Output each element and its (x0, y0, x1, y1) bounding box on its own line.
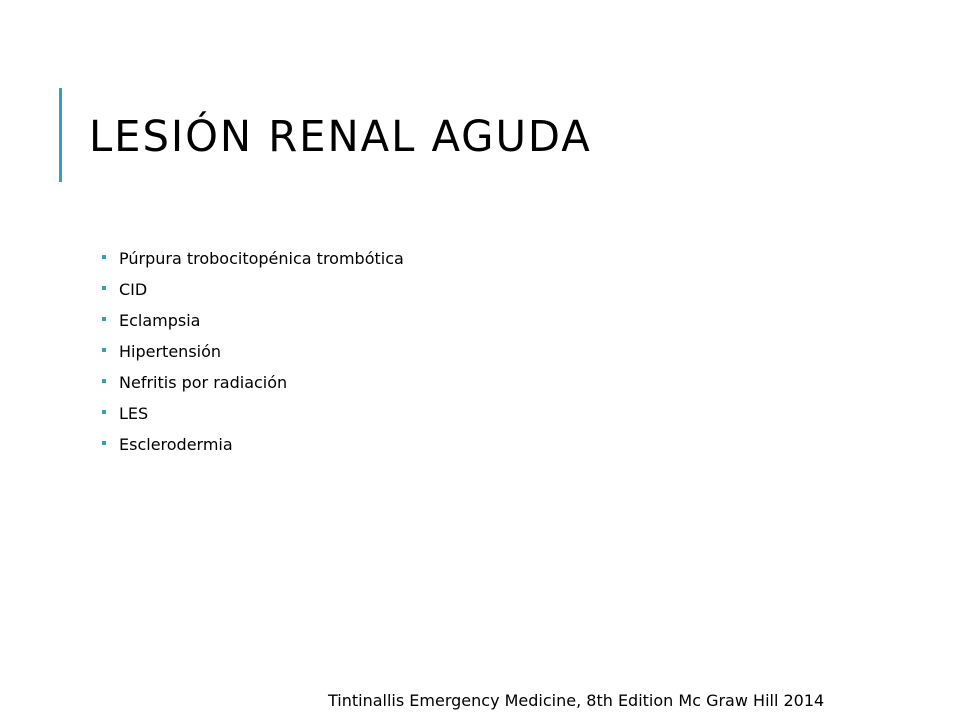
bullet-item (102, 429, 404, 460)
square-bullet-icon (102, 317, 106, 321)
bullet-item (102, 243, 404, 274)
bullet-text: CID (119, 280, 148, 299)
square-bullet-icon (102, 255, 106, 259)
bullet-text: Púrpura trobocitopénica trombótica (119, 249, 404, 268)
bullet-text: Eclampsia (119, 311, 201, 330)
slide-title: LESIÓN RENAL AGUDA (89, 112, 592, 162)
title-accent-bar (59, 88, 62, 182)
square-bullet-icon (102, 348, 106, 352)
bullet-text: Nefritis por radiación (119, 373, 288, 392)
bullet-text: Esclerodermia (119, 435, 233, 454)
bullet-item (102, 367, 404, 398)
bullet-item (102, 398, 404, 429)
bullet-list (102, 243, 404, 460)
square-bullet-icon (102, 286, 106, 290)
bullet-text: LES (119, 404, 149, 423)
bullet-text: Hipertensión (119, 342, 222, 361)
square-bullet-icon (102, 410, 106, 414)
square-bullet-icon (102, 379, 106, 383)
bullet-item (102, 336, 404, 367)
square-bullet-icon (102, 441, 106, 445)
citation: Tintinallis Emergency Medicine, 8th Edition Mc Graw Hill 2014 (328, 691, 825, 710)
bullet-item (102, 305, 404, 336)
bullet-item (102, 274, 404, 305)
